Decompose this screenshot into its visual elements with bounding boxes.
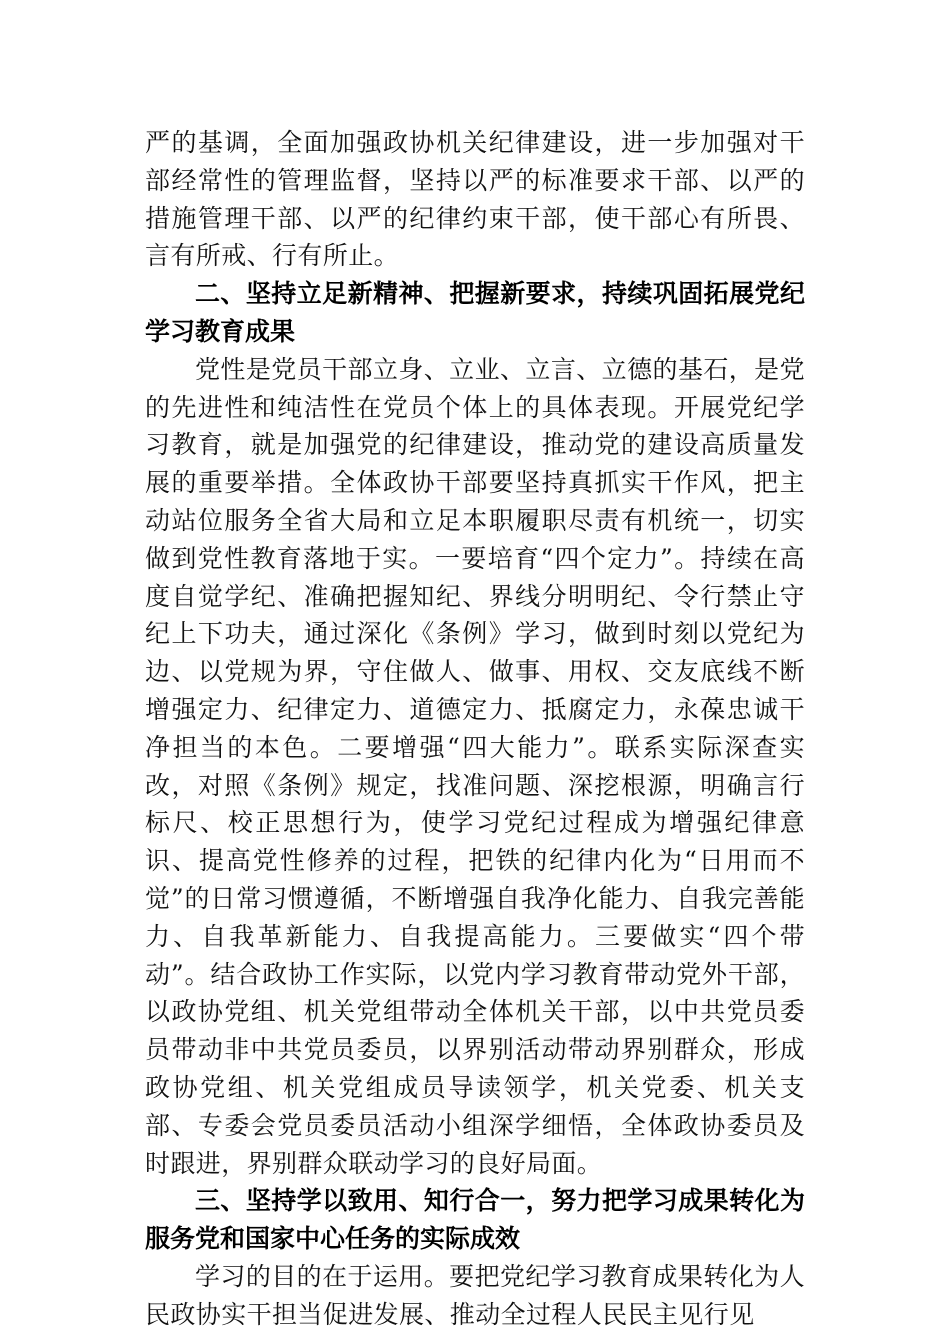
- paragraph-section-3-body: 学习的目的在于运用。要把党纪学习教育成果转化为人民政协实干担当促进发展、推动全过程人民民主见行见: [145, 1261, 805, 1329]
- section-heading-3: 三、坚持学以致用、知行合一，努力把学习成果转化为服务党和国家中心任务的实际成效: [145, 1186, 805, 1254]
- section-heading-2: 二、坚持立足新精神、把握新要求，持续巩固拓展党纪学习教育成果: [145, 279, 805, 346]
- document-page: [145, 124, 805, 1334]
- paragraph-continuation: 严的基调，全面加强政协机关纪律建设，进一步加强对干部经常性的管理监督，坚持以严的标准要求干部、以严的措施管理干部、以严的纪律约束干部，使干部心有所畏、言有所戒、行有所止。: [145, 128, 805, 271]
- paragraph-section-2-body: 党性是党员干部立身、立业、立言、立德的基石，是党的先进性和纯洁性在党员个体上的具体表现。开展党纪学习教育，就是加强党的纪律建设，推动党的建设高质量发展的重要举措。全体政协干部要坚持真抓实干作风，把主动站位服务全省大局和立足本职履职尽责有机统一，切实做到党性教育落地于实。一要培育“四个定力”。持续在高度自觉学纪、准确把握知纪、界线分明明纪、令行禁止守纪上下功夫，通过深化《条例》学习，做到时刻以党纪为边、以党规为界，守住做人、做事、用权、交友底线不断增强定力、纪律定力、道德定力、抵腐定力，永葆忠诚干净担当的本色。二要增强“四大能力”。联系实际深查实改，对照《条例》规定，找准问题、深挖根源，明确言行标尺、校正思想行为，使学习党纪过程成为增强纪律意识、提高党性修养的过程，把铁的纪律内化为“日用而不觉”的日常习惯遵循，不断增强自我净化能力、自我完善能力、自我革新能力、自我提高能力。三要做实“四个带动”。结合政协工作实际，以党内学习教育带动党外干部，以政协党组、机关党组带动全体机关干部，以中共党员委员带动非中共党员委员，以界别活动带动界别群众，形成政协党组、机关党组成员导读领学，机关党委、机关支部、专委会党员委员活动小组深学细悟，全体政协委员及时跟进，界别群众联动学习的良好局面。: [145, 354, 805, 1178]
